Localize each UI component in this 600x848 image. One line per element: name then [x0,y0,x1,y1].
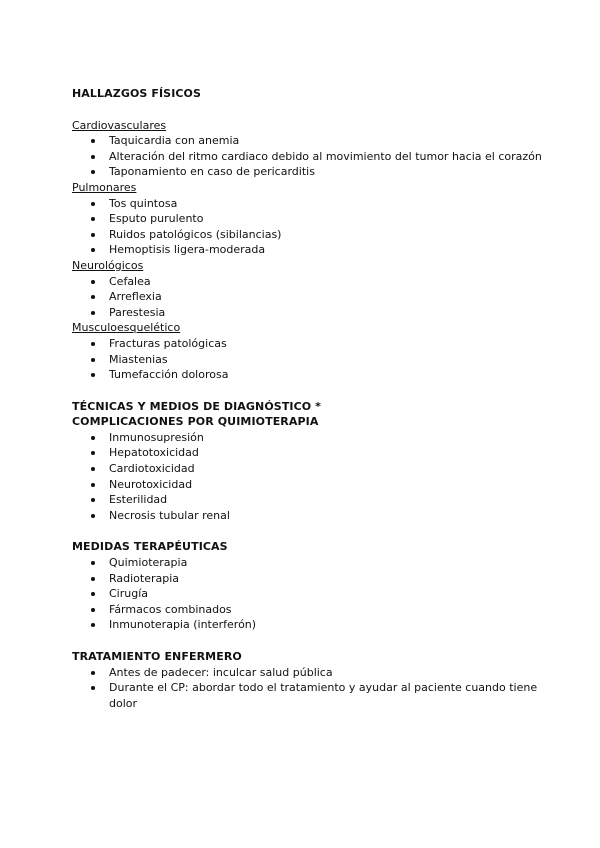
list-item: Necrosis tubular renal [72,508,542,524]
list-item: Fármacos combinados [72,602,542,618]
list-item: Cirugía [72,586,542,602]
tecnicas-heading: TÉCNICAS Y MEDIOS DE DIAGNÓSTICO * [72,399,322,413]
neurologicos-list [72,274,542,321]
complicaciones-heading: COMPLICACIONES POR QUIMIOTERAPIA [72,415,319,429]
musculoesqueletico-list [72,336,542,383]
medidas-list [72,555,542,633]
list-item: Cardiotoxicidad [72,461,542,477]
list-item: Arreflexia [72,289,542,305]
hallazgos-heading: HALLAZGOS FÍSICOS [72,87,202,100]
list-item: Inmunosupresión [72,430,542,446]
list-item: Durante el CP: abordar todo el tratamiento y ayudar al paciente cuando tiene dolor [72,680,542,711]
list-item: Tumefacción dolorosa [72,367,542,383]
list-item: Esterilidad [72,492,542,508]
list-item: Antes de padecer: inculcar salud pública [72,665,542,681]
document-body [72,86,542,711]
list-item: Hepatotoxicidad [72,445,542,461]
complicaciones-list [72,430,542,524]
list-item: Miastenias [72,352,542,368]
list-item: Inmunoterapia (interferón) [72,617,542,633]
list-item: Taquicardia con anemia [72,133,542,149]
list-item: Alteración del ritmo cardiaco debido al movimiento del tumor hacia el corazón [72,149,542,165]
cardiovasculares-subheading: Cardiovasculares [72,118,167,132]
list-item: Taponamiento en caso de pericarditis [72,164,542,180]
neurologicos-subheading: Neurológicos [72,258,144,272]
list-item: Esputo purulento [72,211,542,227]
musculoesqueletico-subheading: Musculoesquelético [72,321,181,335]
tratamiento-heading: TRATAMIENTO ENFERMERO [72,650,242,663]
list-item: Hemoptisis ligera-moderada [72,242,542,258]
pulmonares-list [72,196,542,258]
medidas-heading: MEDIDAS TERAPÉUTICAS [72,540,228,554]
list-item: Radioterapia [72,571,542,587]
pulmonares-subheading: Pulmonares [72,180,137,194]
tratamiento-list [72,665,542,712]
cardiovasculares-list [72,133,542,180]
list-item: Quimioterapia [72,555,542,571]
list-item: Tos quintosa [72,196,542,212]
list-item: Fracturas patológicas [72,336,542,352]
list-item: Cefalea [72,274,542,290]
list-item: Neurotoxicidad [72,477,542,493]
list-item: Ruidos patológicos (sibilancias) [72,227,542,243]
list-item: Parestesia [72,305,542,321]
